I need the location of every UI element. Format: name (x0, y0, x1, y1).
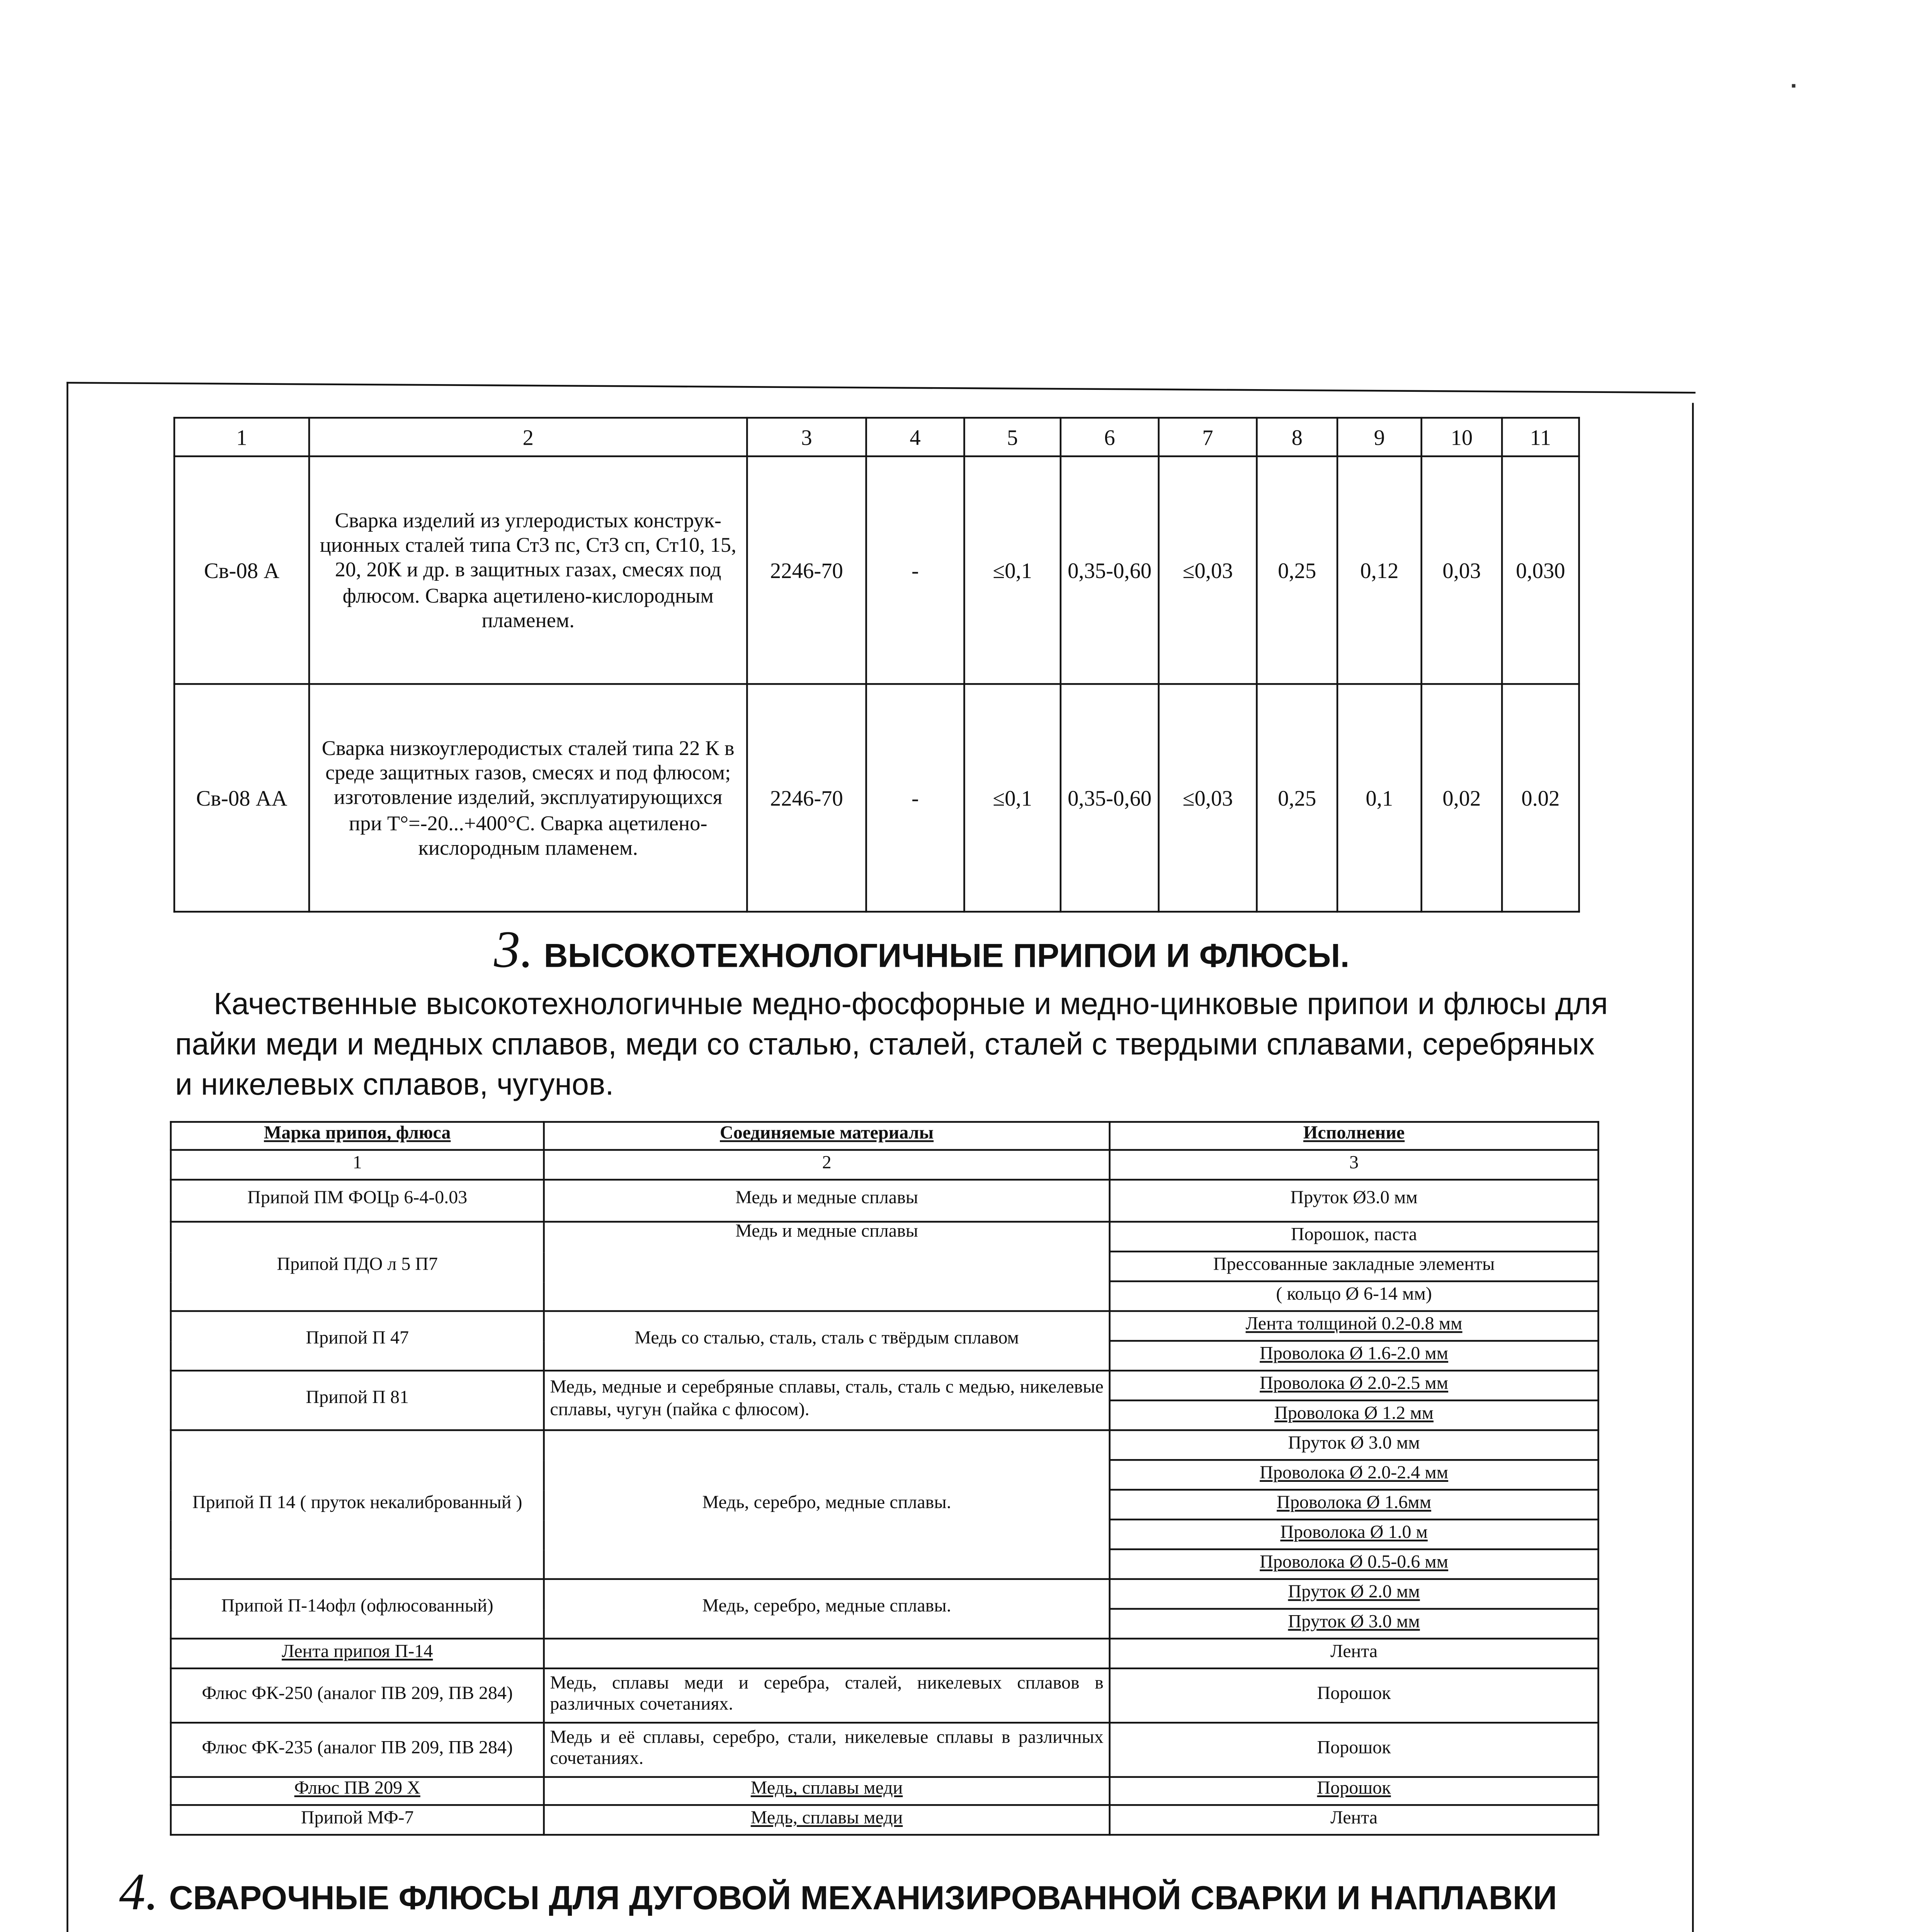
value-cell: 0,35-0,60 (1061, 456, 1159, 684)
execution-cell: Проволока Ø 1.2 мм (1110, 1400, 1599, 1430)
header-cell: 2 (309, 418, 747, 456)
frame-right-line (1692, 403, 1694, 1932)
materials-cell: Медь и её сплавы, серебро, стали, никелевые сплавы в различных сочетаниях. (544, 1723, 1110, 1777)
alloy-mark: Припой П-14офл (офлюсованный) (171, 1579, 544, 1639)
header-cell: 10 (1422, 418, 1502, 456)
materials-cell: Медь, сплавы меди и серебра, сталей, никелевых сплавов в различных сочетаниях. (544, 1668, 1110, 1723)
column-number: 1 (171, 1150, 544, 1180)
section-4-heading (119, 1864, 1557, 1923)
materials-cell: Медь, сплавы меди (544, 1777, 1110, 1805)
alloy-mark: Припой ПМ ФОЦр 6-4-0.03 (171, 1180, 544, 1222)
table-row (174, 684, 1579, 912)
value-cell: 0,02 (1422, 684, 1502, 912)
value-cell: ≤0,1 (964, 684, 1060, 912)
execution-cell: Проволока Ø 0.5-0.6 мм (1110, 1549, 1599, 1579)
value-cell: 0,12 (1337, 456, 1422, 684)
header-cell: 5 (964, 418, 1060, 456)
execution-cell: Проволока Ø 2.0-2.4 мм (1110, 1460, 1599, 1490)
alloy-mark: Флюс ПВ 209 Х (171, 1777, 544, 1805)
execution-cell: Проволока Ø 1.0 м (1110, 1519, 1599, 1549)
materials-cell: Медь, серебро, медные сплавы. (544, 1579, 1110, 1639)
header-cell: Марка припоя, флюса (171, 1122, 544, 1150)
value-cell: - (866, 456, 964, 684)
materials-cell: Медь, серебро, медные сплавы. (544, 1430, 1110, 1579)
execution-cell: Проволока Ø 1.6мм (1110, 1490, 1599, 1519)
header-cell: 11 (1502, 418, 1579, 456)
gost-cell: 2246-70 (747, 456, 866, 684)
column-number-row (171, 1150, 1598, 1180)
wire-description: Сварка изделий из углеродистых конструк-ционных сталей типа Ст3 пс, Ст3 сп, Ст10, 15, 20, 20К и др. в защитных газах, смесях под флюсом. Сварка ацетилено-кислородным пламенем. (309, 456, 747, 684)
header-cell: Соединяемые материалы (544, 1122, 1110, 1150)
execution-cell: Пруток Ø 2.0 мм (1110, 1579, 1599, 1609)
section-4-title: СВАРОЧНЫЕ ФЛЮСЫ ДЛЯ ДУГОВОЙ МЕХАНИЗИРОВАННОЙ СВАРКИ И НАПЛАВКИ (169, 1881, 1557, 1918)
execution-cell: Лента (1110, 1805, 1599, 1835)
table-row (171, 1805, 1598, 1835)
table-row (171, 1777, 1598, 1805)
execution-cell: Пруток Ø 3.0 мм (1110, 1609, 1599, 1639)
wire-mark: Св-08 А (174, 456, 309, 684)
materials-cell: Медь, медные и серебряные сплавы, сталь, сталь с медью, никелевые сплавы, чугун (пайка с флюсом). (544, 1371, 1110, 1430)
header-cell: Исполнение (1110, 1122, 1599, 1150)
header-cell: 6 (1061, 418, 1159, 456)
table-row (171, 1371, 1598, 1400)
execution-cell: Прессованные закладные элементы (1110, 1252, 1599, 1281)
section-3-intro: Качественные высокотехнологичные медно-фосфорные и медно-цинковые припои и флюсы для пайки меди и медных сплавов, меди со сталью, сталей, сталей с твердыми сплавами, серебряных и никелевых сплавов, чугунов. (175, 986, 1608, 1102)
table-row (171, 1668, 1598, 1723)
value-cell: 0,03 (1422, 456, 1502, 684)
value-cell: 0.02 (1502, 684, 1579, 912)
materials-cell: Медь и медные сплавы (544, 1180, 1110, 1222)
execution-cell: Пруток Ø3.0 мм (1110, 1180, 1599, 1222)
execution-cell: Пруток Ø 3.0 мм (1110, 1430, 1599, 1460)
section-4-number: 4. (119, 1864, 159, 1922)
table-row (174, 456, 1579, 684)
wire-properties-table (173, 417, 1580, 913)
value-cell: 0,25 (1257, 456, 1337, 684)
table-row (171, 1180, 1598, 1222)
section-3-title: ВЫСОКОТЕХНОЛОГИЧНЫЕ ПРИПОИ И ФЛЮСЫ. (544, 939, 1350, 976)
value-cell: - (866, 684, 964, 912)
gost-cell: 2246-70 (747, 684, 866, 912)
table-row (171, 1579, 1598, 1609)
execution-cell: Порошок (1110, 1723, 1599, 1777)
execution-cell: Лента толщиной 0.2-0.8 мм (1110, 1311, 1599, 1341)
alloy-mark: Припой П 47 (171, 1311, 544, 1371)
alloy-mark: Флюс ФК-235 (аналог ПВ 209, ПВ 284) (171, 1723, 544, 1777)
execution-cell: Порошок (1110, 1668, 1599, 1723)
section-3-number: 3. (494, 921, 534, 980)
wire-mark: Св-08 АА (174, 684, 309, 912)
materials-cell: Медь со сталью, сталь, сталь с твёрдым сплавом (544, 1311, 1110, 1371)
table-row (171, 1222, 1598, 1252)
execution-cell: Лента (1110, 1639, 1599, 1668)
table-row (171, 1311, 1598, 1341)
materials-cell: Медь и медные сплавы (544, 1222, 1110, 1311)
alloy-mark: Припой МФ-7 (171, 1805, 544, 1835)
header-cell: 4 (866, 418, 964, 456)
column-number: 3 (1110, 1150, 1599, 1180)
alloy-mark: Припой П 14 ( пруток некалиброванный ) (171, 1430, 544, 1579)
frame-top-line (66, 382, 1696, 393)
execution-cell: ( кольцо Ø 6-14 мм) (1110, 1281, 1599, 1311)
alloy-mark: Флюс ФК-250 (аналог ПВ 209, ПВ 284) (171, 1668, 544, 1723)
table-row (171, 1639, 1598, 1668)
execution-cell: Проволока Ø 1.6-2.0 мм (1110, 1341, 1599, 1371)
alloy-mark: Припой П 81 (171, 1371, 544, 1430)
value-cell: 0,030 (1502, 456, 1579, 684)
value-cell: 0,1 (1337, 684, 1422, 912)
alloy-mark: Лента припоя П-14 (171, 1639, 544, 1668)
header-cell: 3 (747, 418, 866, 456)
table-header-row (174, 418, 1579, 456)
header-cell: 9 (1337, 418, 1422, 456)
wire-description: Сварка низкоуглеродистых сталей типа 22 К в среде защитных газов, смесях и под флюсом; изготовление изделий, эксплуатирующихся при T°=-20...+400°C. Сварка ацетилено-кислородным пламенем. (309, 684, 747, 912)
value-cell: ≤0,03 (1159, 456, 1257, 684)
brazing-table (170, 1121, 1599, 1836)
execution-cell: Проволока Ø 2.0-2.5 мм (1110, 1371, 1599, 1400)
column-number: 2 (544, 1150, 1110, 1180)
materials-cell: Медь, сплавы меди (544, 1805, 1110, 1835)
table-row (171, 1430, 1598, 1460)
value-cell: ≤0,03 (1159, 684, 1257, 912)
execution-cell: Порошок (1110, 1777, 1599, 1805)
header-cell: 7 (1159, 418, 1257, 456)
table-header-row (171, 1122, 1598, 1150)
section-3-heading (494, 921, 1349, 981)
header-cell: 1 (174, 418, 309, 456)
frame-left-line (66, 382, 68, 1932)
materials-cell (544, 1639, 1110, 1668)
table-row (171, 1723, 1598, 1777)
alloy-mark: Припой ПДО л 5 П7 (171, 1222, 544, 1311)
header-cell: 8 (1257, 418, 1337, 456)
value-cell: ≤0,1 (964, 456, 1060, 684)
value-cell: 0,25 (1257, 684, 1337, 912)
value-cell: 0,35-0,60 (1061, 684, 1159, 912)
execution-cell: Порошок, паста (1110, 1222, 1599, 1252)
scan-dot (1792, 84, 1795, 88)
